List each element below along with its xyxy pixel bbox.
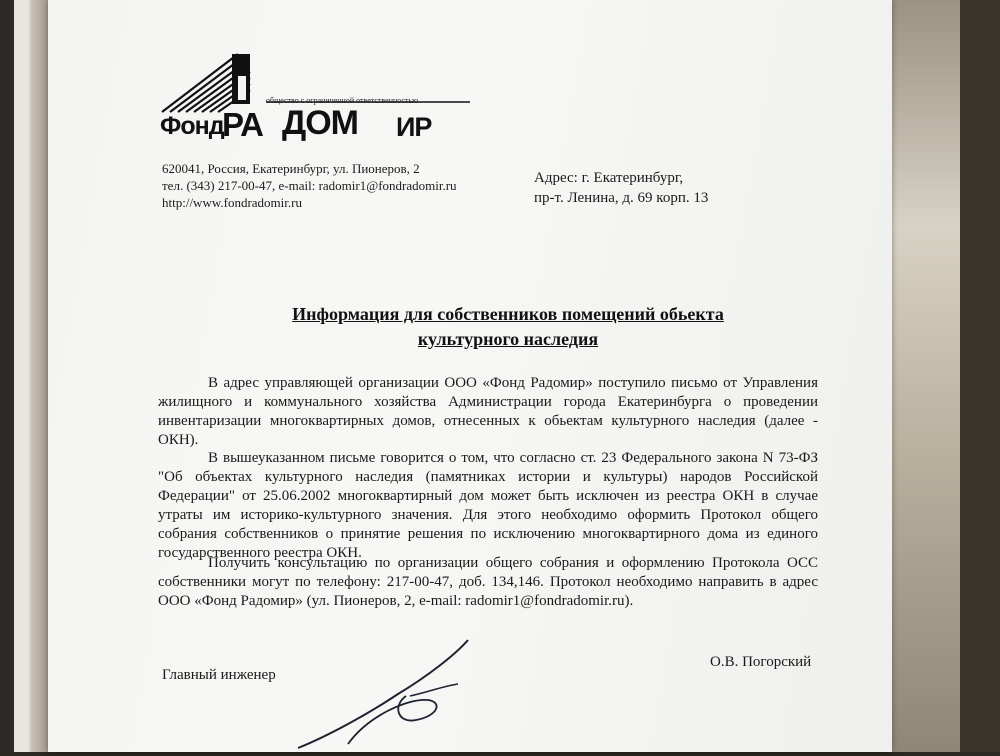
signatory-name: О.В. Погорский	[710, 654, 812, 670]
logo-text-ra: РА	[222, 106, 263, 143]
document-heading-line2: культурного наследия	[417, 329, 599, 349]
signatory-title: Главный инженер	[162, 667, 276, 683]
body-paragraph-3: Получить консультацию по организации общего собрания и оформлению Протокола ОСС собственники могут по телефону: 217-00-47, доб. 134,146. Протокол необходимо направить в адрес ООО «Фонд Радомир» (ул. Пионеров, 2, e-mail: radomir1@fondradomir.ru).	[158, 555, 818, 609]
sender-address-line1: 620041, Россия, Екатеринбург, ул. Пионеров, 2	[162, 161, 420, 176]
logo-text-dom: ДОМ	[282, 104, 358, 142]
handwritten-signature-icon	[288, 636, 488, 756]
document-heading-line1: Информация для собственников помещений обьекта	[292, 304, 724, 324]
wall-right-edge	[960, 0, 1000, 752]
body-paragraph-2: В вышеуказанном письме говорится о том, что согласно ст. 23 Федерального закона N 73-ФЗ "Об объектах культурного наследия (памятниках истории и культуры) народов Российской Федерации" от 25.06.2002 многоквартирный дом может быть исключен из реестра ОКН в случае утраты им историко-культурного значения. Для этого необходимо оформить Протокол общего собрания собственников о принятие решения по исключению многоквартирного дома из единого государственного реестра ОКН.	[158, 450, 818, 561]
sender-website: http://www.fondradomir.ru	[162, 195, 302, 210]
recipient-address-line2: пр-т. Ленина, д. 69 корп. 13	[534, 190, 709, 206]
document-sheet	[48, 0, 892, 752]
logo-subtitle: общество с ограниченной ответственностью	[266, 96, 419, 105]
recipient-address-line1: Адрес: г. Екатеринбург,	[534, 170, 684, 186]
body-paragraph-1: В адрес управляющей организации ООО «Фонд Радомир» поступило письмо от Управления жилищного и коммунального хозяйства Администрации города Екатеринбурга о проведении инвентаризации многоквартирных домов, отнесенных к обьектам культурного наследия (далее - ОКН).	[158, 375, 818, 448]
logo-text-fond: Фонд	[160, 112, 224, 140]
sender-contacts-line: тел. (343) 217-00-47, e-mail: radomir1@fondradomir.ru	[162, 178, 457, 193]
logo-text-ir: ИР	[396, 112, 432, 142]
